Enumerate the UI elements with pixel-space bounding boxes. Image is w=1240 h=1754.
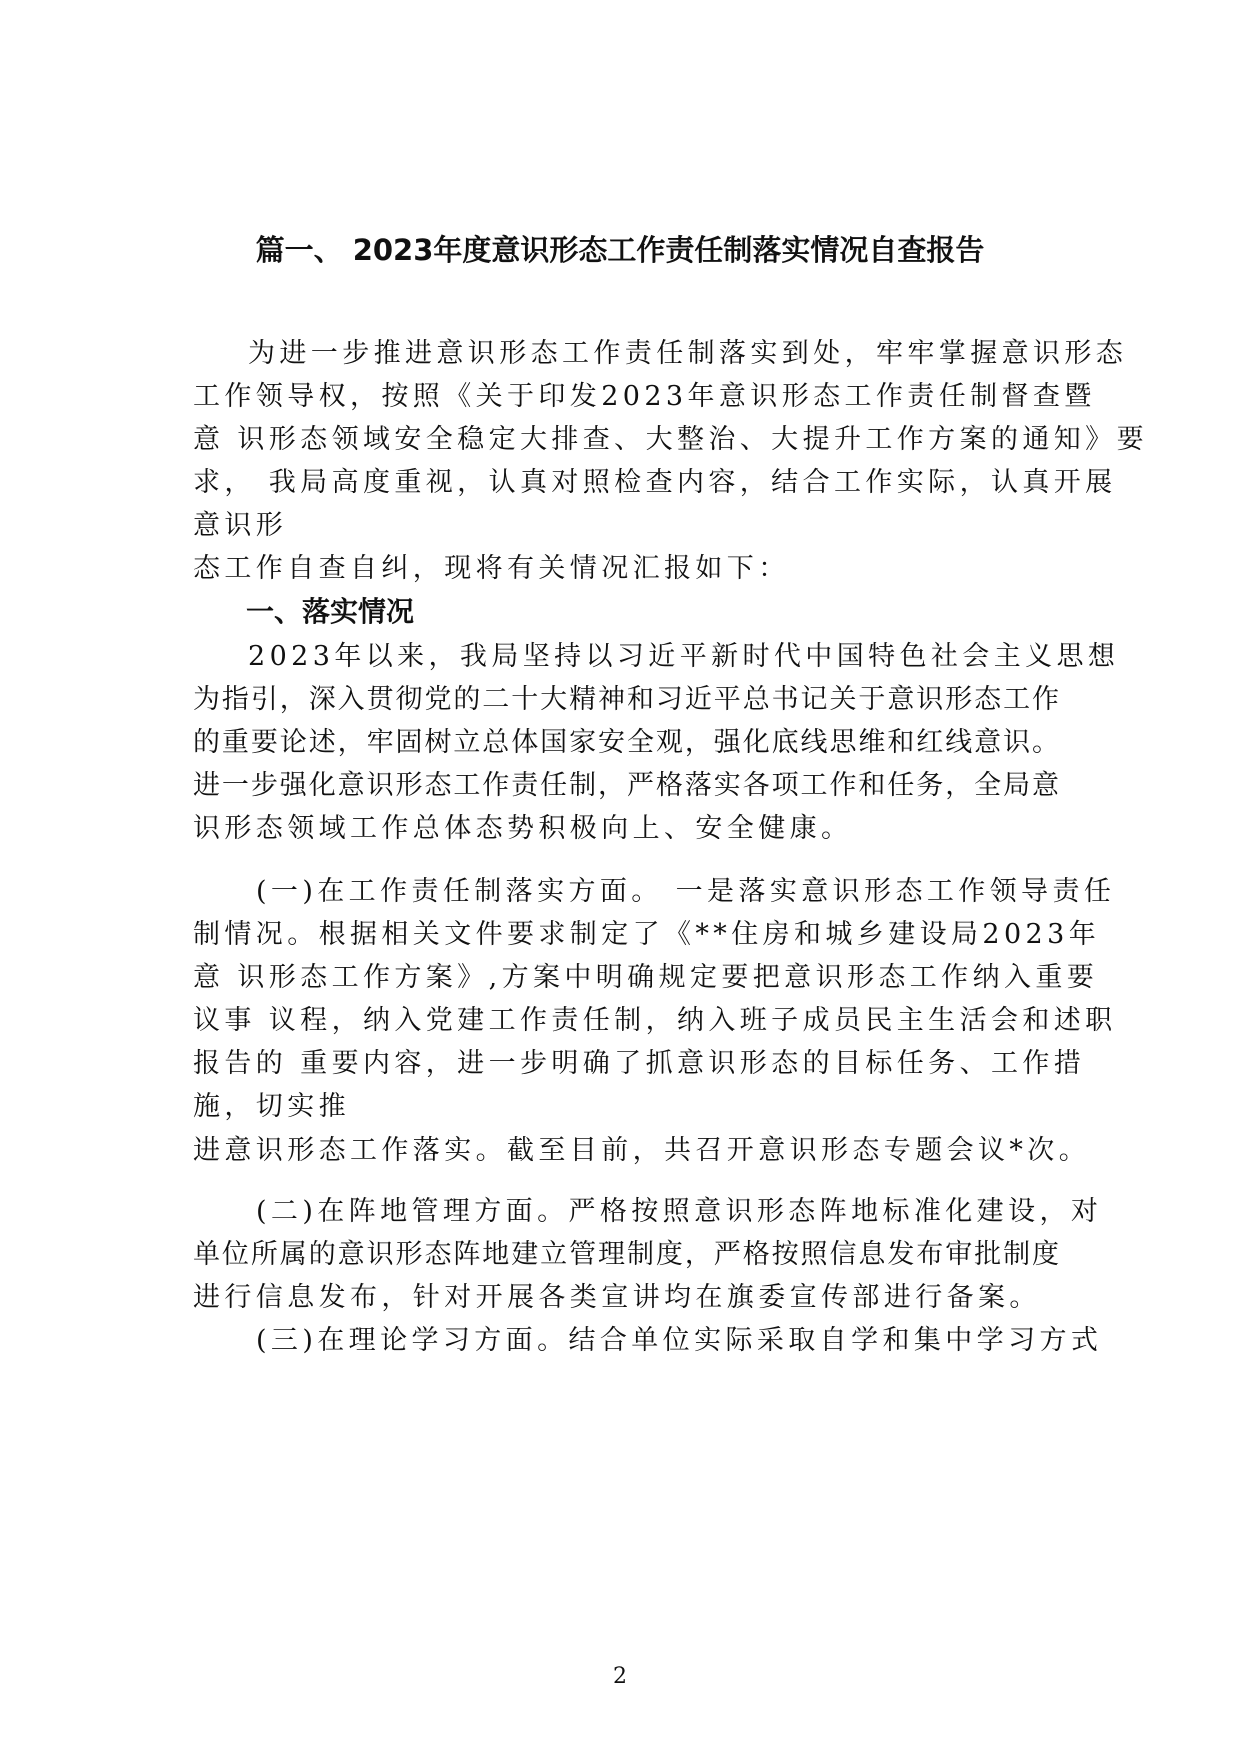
section-1-line-4: 进一步强化意识形态工作责任制，严格落实各项工作和任务，全局意 [193, 770, 1059, 801]
subsection-1-line-6: 施，切实推 [193, 1091, 350, 1122]
subsection-1-line-7: 进意识形态工作落实。截至目前，共召开意识形态专题会议*次。 [193, 1135, 1091, 1166]
intro-line-5: 意识形 [193, 510, 288, 541]
section-heading-1: 一、落实情况 [246, 595, 415, 628]
subsection-3-line-1: (三)在理论学习方面。结合单位实际采取自学和集中学习方式 [256, 1325, 1103, 1356]
section-1-line-3: 的重要论述，牢固树立总体国家安全观，强化底线思维和红线意识。 [193, 727, 1059, 758]
intro-line-2: 工作领导权，按照《关于印发2023年意识形态工作责任制督查暨 [193, 381, 1096, 412]
subsection-2-line-1: (二)在阵地管理方面。严格按照意识形态阵地标准化建设，对 [256, 1196, 1103, 1227]
intro-line-3: 意 识形态领域安全稳定大排查、大整治、大提升工作方案的通知》要 [193, 424, 1148, 455]
section-1-line-1: 2023年以来，我局坚持以习近平新时代中国特色社会主义思想 [248, 641, 1120, 672]
section-1-line-5: 识形态领域工作总体态势积极向上、安全健康。 [193, 813, 853, 844]
subsection-2-line-3: 进行信息发布，针对开展各类宣讲均在旗委宣传部进行备案。 [193, 1282, 1041, 1313]
section-1-line-2: 为指引，深入贯彻党的二十大精神和习近平总书记关于意识形态工作 [193, 684, 1059, 715]
subsection-2-line-2: 单位所属的意识形态阵地建立管理制度，严格按照信息发布审批制度 [193, 1239, 1059, 1270]
subsection-1-line-2: 制情况。根据相关文件要求制定了《**住房和城乡建设局2023年 [193, 919, 1101, 950]
subsection-1-line-3: 意 识形态工作方案》,方案中明确规定要把意识形态工作纳入重要 [193, 962, 1099, 993]
page-number: 2 [613, 1664, 627, 1689]
page-title: 篇一、 2023年度意识形态工作责任制落实情况自查报告 [255, 233, 985, 267]
subsection-1-line-4: 议事 议程，纳入党建工作责任制，纳入班子成员民主生活会和述职 [193, 1005, 1117, 1036]
intro-line-1: 为进一步推进意识形态工作责任制落实到处，牢牢掌握意识形态 [248, 338, 1128, 369]
intro-line-4: 求， 我局高度重视，认真对照检查内容，结合工作实际，认真开展 [193, 467, 1117, 498]
subsection-1-line-1: (一)在工作责任制落实方面。 一是落实意识形态工作领导责任 [256, 876, 1116, 907]
intro-line-6: 态工作自查自纠，现将有关情况汇报如下： [193, 553, 790, 584]
subsection-1-line-5: 报告的 重要内容，进一步明确了抓意识形态的目标任务、工作措 [193, 1048, 1086, 1079]
